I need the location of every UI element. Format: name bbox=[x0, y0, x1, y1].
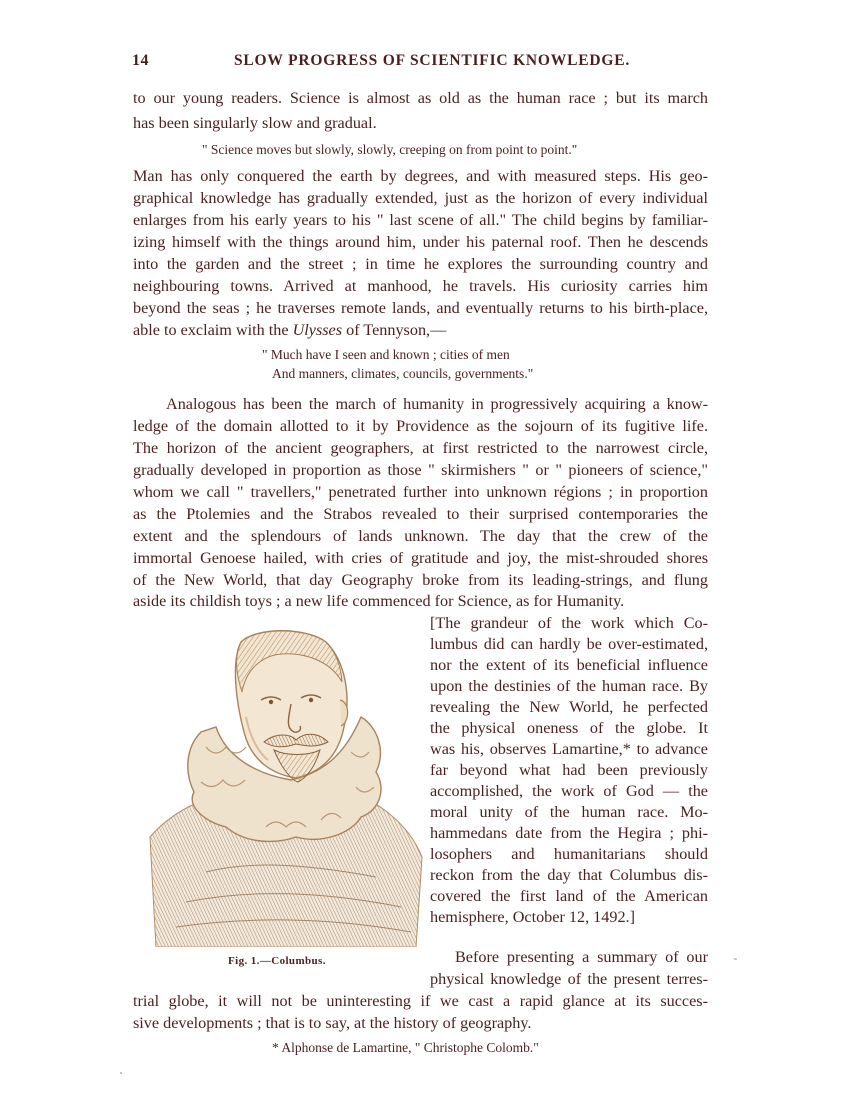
column-line: upon the destinies of the human race. By bbox=[430, 677, 708, 695]
text-line: beyond the seas ; he traverses remote lands, and eventually returns to his birth-place, bbox=[133, 299, 708, 317]
column-line: [The grandeur of the work which Co- bbox=[430, 614, 708, 632]
text-line: has been singularly slow and gradual. bbox=[133, 114, 377, 132]
text-line: immortal Genoese hailed, with cries of gratitude and joy, the mist-shrouded shores bbox=[133, 549, 708, 567]
epigraph-quote: " Science moves but slowly, slowly, creeping on from point to point." bbox=[202, 142, 578, 157]
column-line: hemisphere, October 12, 1492.] bbox=[430, 908, 635, 926]
text-line: graphical knowledge has gradually extended, just as the horizon of every individual bbox=[133, 189, 708, 207]
text-line: izing himself with the things around him, under his paternal roof. Then he descends bbox=[133, 233, 708, 251]
paper-speck bbox=[734, 958, 737, 960]
text-line: sive developments ; that is to say, at the history of geography. bbox=[133, 1014, 532, 1032]
column-line: lumbus did can hardly be over-estimated, bbox=[430, 635, 708, 653]
text-line: ledge of the domain allotted to it by Providence as the sojourn of its fugitive life. bbox=[133, 417, 708, 435]
column-line: losophers and humanitarians should bbox=[430, 845, 708, 863]
text-line: whom we call " travellers," penetrated further into unknown régions ; in proportion bbox=[133, 483, 708, 501]
text-line: Analogous has been the march of humanity in progressively acquiring a know- bbox=[166, 395, 708, 413]
text-line: aside its childish toys ; a new life commenced for Science, as for Humanity. bbox=[133, 592, 625, 610]
page-header bbox=[132, 52, 712, 74]
text-line: Man has only conquered the earth by degrees, and with measured steps. His geo- bbox=[133, 167, 708, 185]
paper-speck bbox=[120, 1072, 122, 1074]
portrait-engraving bbox=[146, 622, 426, 947]
text-line: extent and the splendours of lands unknown. The day that the crew of the bbox=[133, 527, 708, 545]
column-line: hammedans date from the Hegira ; phi- bbox=[430, 824, 708, 842]
column-line: physical knowledge of the present terres- bbox=[430, 970, 708, 988]
text-line: into the garden and the street ; in time he explores the surrounding country and bbox=[133, 255, 708, 273]
text-line bbox=[133, 320, 708, 341]
italic-title: Ulysses bbox=[292, 321, 343, 339]
column-line: far beyond what had been previously bbox=[430, 761, 708, 779]
text-line: of the New World, that day Geography broke from its leading-strings, and flung bbox=[133, 571, 708, 589]
columbus-portrait bbox=[146, 622, 426, 947]
text-line: The horizon of the ancient geographers, at first restricted to the narrowest circle, bbox=[133, 439, 708, 457]
column-line: accomplished, the work of God — the bbox=[430, 782, 708, 800]
text-line: trial globe, it will not be uninteresting if we cast a rapid glance at its succes- bbox=[133, 992, 708, 1010]
figure-caption: Fig. 1.—Columbus. bbox=[228, 955, 326, 967]
column-line: moral unity of the human race. Mo- bbox=[430, 803, 708, 821]
column-line: the physical oneness of the globe. It bbox=[430, 719, 708, 737]
column-line: was his, observes Lamartine,* to advance bbox=[430, 740, 708, 758]
column-line: nor the extent of its beneficial influence bbox=[430, 656, 708, 674]
column-line: covered the first land of the American bbox=[430, 887, 708, 905]
page-number: 14 bbox=[132, 52, 149, 69]
text-fragment: able to exclaim with the bbox=[133, 321, 293, 339]
text-line: to our young readers. Science is almost as old as the human race ; but its march bbox=[133, 89, 708, 107]
column-line: revealing the New World, he perfected bbox=[430, 698, 708, 716]
poem-line: And manners, climates, councils, governments." bbox=[272, 366, 534, 381]
text-line: as the Ptolemies and the Strabos revealed to their surprised contemporaries the bbox=[133, 505, 708, 523]
text-line: enlarges from his early years to his " last scene of all." The child begins by familiar- bbox=[133, 211, 708, 229]
column-line: reckon from the day that Columbus dis- bbox=[430, 866, 708, 884]
poem-line: " Much have I seen and known ; cities of men bbox=[262, 347, 510, 362]
column-line: Before presenting a summary of our bbox=[455, 948, 708, 966]
text-line: gradually developed in proportion as those " skirmishers " or " pioneers of science," bbox=[133, 461, 708, 479]
running-head: SLOW PROGRESS OF SCIENTIFIC KNOWLEDGE. bbox=[234, 52, 631, 69]
text-line: neighbouring towns. Arrived at manhood, he travels. His curiosity carries him bbox=[133, 277, 708, 295]
footnote: * Alphonse de Lamartine, " Christophe Colomb." bbox=[272, 1040, 539, 1055]
text-fragment: of Tennyson,— bbox=[342, 321, 447, 339]
